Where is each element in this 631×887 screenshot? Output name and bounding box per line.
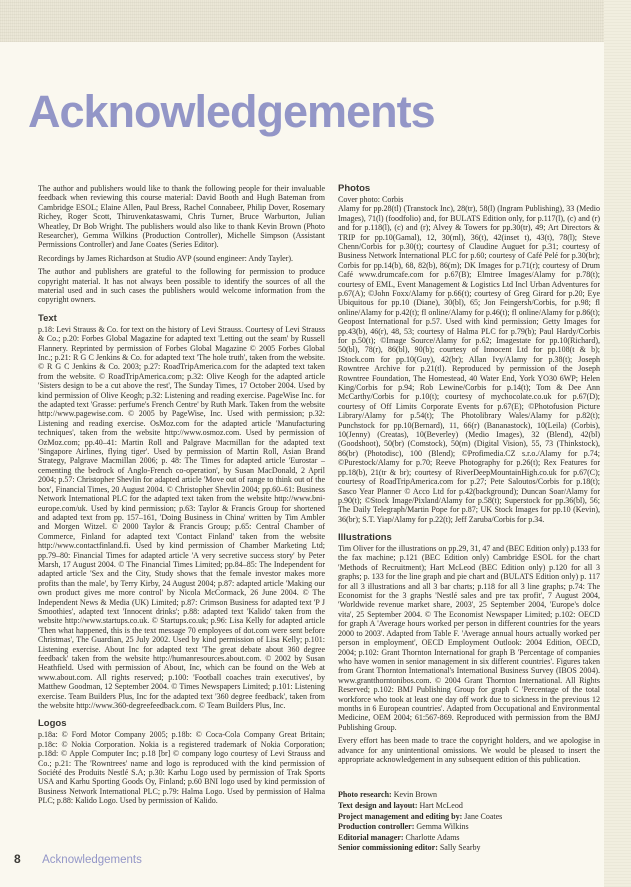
credit-value: Gemma Wilkins	[416, 822, 469, 832]
closing-note: Every effort has been made to trace the copyright holders, and we apologise in advance for any unintentional omissions. We would be pleased to insert the appropriate acknowledgement in any subsequent edition of this publication.	[338, 736, 600, 764]
page-right-edge	[604, 0, 631, 887]
credit-line-production-controller	[338, 822, 600, 833]
credit-value: Jane Coates	[464, 811, 503, 821]
credit-label: Editorial manager:	[338, 832, 404, 842]
illustrations-section-heading: Illustrations	[338, 532, 392, 544]
photos-section-heading: Photos	[338, 183, 371, 194]
credit-value: Kevin Brown	[393, 790, 438, 800]
credit-label: Project management and editing by:	[338, 811, 463, 821]
page-number: 8	[14, 852, 21, 866]
credit-value: Sally Searby	[439, 843, 481, 853]
credit-label: Production controller:	[338, 822, 415, 832]
credit-line-text-design	[338, 801, 600, 812]
credit-label: Text design and layout:	[338, 800, 418, 810]
page-top-edge	[0, 0, 631, 42]
text-section-heading: Text	[38, 312, 57, 324]
credit-value: Hart McLeod	[419, 800, 463, 810]
page-footer	[14, 850, 142, 868]
credit-line-editorial-manager	[338, 833, 600, 844]
logos-section-heading: Logos	[38, 718, 67, 730]
credit-line-senior-commissioning-editor	[338, 843, 600, 854]
logos-section-body: p.18a: © Ford Motor Company 2005; p.18b: © Coca-Cola Company Great Britain; p.18c: © Nokia Corporation. Nokia is a registered trademark of Nokia Corporation; p.18d: © Apple Computer Inc; p.18 [br] © company logo courtesy of Levi Strauss and Co.; p.21: The 'Rowntrees' name and logo is reproduced with the kind permission of Société des Produits Nestlé S.A; p.30: Karhu Logo used by permission of Trak Sports USA and Karhu Sporting Goods Oy, Finland; p.60 BNI logo used by kind permission of Business Network International PLC; p.79: Halma Logo. Used by permission of Halma PLC; p.88: Kalido Logo. Used by permission of Kalido.	[38, 730, 325, 806]
right-column	[338, 184, 600, 854]
credits-block	[338, 790, 600, 854]
credit-line-photo-research	[338, 790, 600, 801]
page-title: Acknowledgements	[28, 86, 435, 137]
left-column	[38, 184, 325, 810]
intro-paragraph-3: The author and publishers are grateful to the following for permission to produce copyright material. It has not always been possible to identify the sources of all the material used and in such cases the publishers would welcome information from the copyright owners.	[38, 267, 325, 305]
footer-section-label: Acknowledgements	[42, 854, 142, 866]
intro-paragraph-1: The author and publishers would like to thank the following people for their invaluable feedback when reviewing this course material: David Booth and Hugh Bateman from Cambridge ESOL; Elaine Allen, Paul Bress, Rachel Connabeer, Philip Dover, Rosemary Richey, Roger Scott, Thiruvenkataswami, Chris Turner, Bruce Warburton, Julian Wheatley, Dr Bob Wright. The publishers would also like to thank Kevin Brown (Photo Researcher), Gemma Wilkins (Production Controller), Michelle Simpson (Assistant Permissions Controller) and Jane Coates (Series Editor).	[38, 184, 325, 250]
credit-label: Photo research:	[338, 790, 392, 800]
text-section-body: p.18: Levi Strauss & Co. for text on the history of Levi Strauss. Courtesy of Levi Strauss & Co.; p.20: Forbes Global Magazine for adapted text 'Letting out the seam' by Russell Flannery. Reprinted by permission of Forbes Global Magazine © 2005 Forbes Global Inc.; p.21: R G C Jenkins & Co. for adapted text 'The hole truth', taken from the website. © R G C Jenkins & Co. 2003; p.27: RoadTripAmerica.com for the adapted text taken from the website. © RoadTripAmerica.com; p.32: Olive Keogh for the adapted article 'Sisters design to be a cut above the rest', The Sunday Times, 17 October 2004. Used by kind permission of Olive Keogh; p.32: Listening and reading exercise. PageWise Inc. for the adapted text 'Grasse: perfume's French Centre' by Ruth Mark. Taken from the website http://www.pagewise.com. © 2005 by PageWise, Inc. Used with permission; p.32: Listening and reading exercise. OsMoz.com for the adapted article 'Manufacturing techniques', taken from the website http://www.osmoz.com. Used by permission of OzMoz.com; pp.40–41: Martin Roll and Palgrave Macmillan for the adapted text 'Singapore Airlines, flying tiger'. Used by permission of Martin Roll, Asian Brand Strategy, Palgrave Macmillan 2006; p. 48: The Times for adapted article 'Eurostar – cementing the bedrock of Anglo-French co-operation', by Susan MacDonald, 2 April 2004; p.57: Christopher Shevlin for adapted article 'Move out of range to think out of the box', Financial Times, 20 August 2004. © Christopher Shevlin 2004; pp.60–61: Business Network International PLC for the adapted text taken from the website http://www.bni-europe.com/uk. Used by kind permission; p.63: Taylor & Francis Group for shortened and adapted text from pp. 157–161, 'Doing Business in China' written by Tim Ambler and Morgen Witzel. © 2000 Taylor & Francis Group; p.65: Central Chamber of Commerce, Finland for adapted text 'Contact Finland' taken from the website http://www.contactfinland.fi. Used by kind permission of Chamber Marketing Ltd; pp.79–80: Financial Times for adapted article 'A very secretive success story' by Peter Marsh, 17 August 2004. © The Financial Times Limited; pp.84–85: The Independent for adapted article 'Sex and the City, Study shows that the female investor makes more profits than the male', by Terry Kirby, 24 August 2004; p.87: adapted article 'Making our own product gives me more control' by Nicola McCormack, 26 June 2004. © The Independent News & Media (UK) Limited; p.87: Crimson Business for adapted text 'P J Smoothies', adapted text 'Innocent drinks'; p.88: adapted text 'Kalido' taken from the website http://www.startups.co.uk. © Startups.co.uk; p.96: Lisa Kelly for adapted article 'Then what happened, this is the text message 70 employees of dot.com were sent before Christmas', The Guardian, 25 July 2002. Used by kind permission of Lisa Kelly; p.101: Listening exercise. About Inc for adapted text 'The great debate about 360 degree feedback' taken from the website http://humanresources.about.com. © 2002 by Susan Heathfield. Used with permission of About, Inc, which can be found on the Web at www.about.com. All rights reserved; p.100: 'Football coaches train executives', by Matthew Goodman, 12 September 2004. © Times Newspapers Limited; p.101: Listening exercise. Team Builders Plus, Inc for the adapted text '360 degree feedback', taken from the website http://www.360-degreefeedback.com. © Team Builders Plus, Inc.	[38, 324, 325, 711]
intro-paragraph-2: Recordings by James Richardson at Studio AVP (sound engineer: Andy Tayler).	[38, 253, 294, 263]
credit-line-project-management	[338, 812, 600, 823]
photos-cover-line: Cover photo: Corbis	[338, 194, 404, 204]
credit-value: Charlotte Adams	[405, 832, 460, 842]
credit-label: Senior commissioning editor:	[338, 843, 438, 853]
photos-section-body: Alamy for pp.28(tl) (Transtock Inc), 28(tr), 58(l) (Ingram Publishing), 33 (Medio Images), 71(l) (foodfolio) and, for BULATS Edition only, for p.117(l), (c) and (r) and for p.118(l), (c) and (r); Alvey & Towers for pp.30(tr), 49; Art Directors & TRIP for pp.10(Gamal), 12, 30(ml), 36(t), 42(inset t), 43(t), 78(l); Steve Chenn/Corbis for p.30(t); courtesy of Claudine Auguet for p.31; courtesy of Business Network International PLC for p.60; courtesy of Café Pelé for p.30(br); Corbis for pp.14(b), 68, 82(b), 86(m); DK Images for p.71(r); courtesy of Drum Café www.drumcafe.com for p.67(B); Elmtree Images/Alamy for p.78(t); courtesy of EML, Event Management & Logistics Ltd Incl Urban Adventures for p.67(A); ©John Foxx/Alamy for p.66(t); courtesy of Greg Girard for p.20; Eye Ubiquitous for pp.10 (Diane), 30(bl), 65; Jon Feingersh/Corbis, for p.98; fl online/Alamy for p.42(t); fl online/Alamy for p.46(t); fl online/Alamy for p.86(t); Geopost International for p.57. Used with kind permission; Getty Images for pp.43(b), 46(r), 48, 53; courtesy of Halma PLC for p.79(b); Paul Hardy/Corbis for p.50(t); ©Image Source/Alamy for p.62; Imagestate for pp.10(Richard), 50(bl), 78(r), 86(bl), 90(b); courtesy of Innocent Ltd for pp.108(t & b); IStock.com for pp.10(Guy), 42(br); Allan Ivy/Alamy for p.38(t); Joseph Rowntree Archive for p.21(tl). Reproduced by permission of the Joseph Rowntree Foundation, The Homestead, 40 Water End, York YO30 6WP; Helen King/Corbis for p.94; Rob Lewine/Corbis for p.14(t); Tom & Dee Ann McCarthy/Corbis for p.10(t); courtesy of mychocolate.co.uk for p.67(D); courtesy of Off Limits Corporate Events for p.67(E); ©Photofusion Picture Library/Alamy for p.54(t); The Photolibrary Wales/Alamy for p.82(t); Punchstock for pp.10(Bernard), 11, 66(r) (Bananastock), 10(Leila) (Corbis), 10(Jenny) (Creatas), 10(Beverley) (Medio Images), 32 (Blend), 42(bl) (Goodshoot), 50(br) (Comstock), 50(m) (Digital Vision), 55, 73 (Thinkstock), 86(br) (Photodisc), 100 (Blend); ©Profimedia.CZ s.r.o./Alamy for p.74; ©Purestock/Alamy for p.70; Reeve Photography for p.26(t); Rex Features for pp.18(b), 21(tr & br); courtesy of RiverDeepMountainHigh.co.uk for p.67(C); courtesy of RoadTripAmerica.com for p.27; Pete Saloutos/Corbis for p.18(t); Sasco Year Planner © Acco Ltd for p.42(background); Duncan Soar/Alamy for p.90(t); ©Stock Image/Pixland/Alamy for p.58(t); Superstock for pp.36(bl), 56; The Daily Telegraph/Martin Pope for p.87; UK Stock Images for pp.10 (Kevin), 36(br); S.T. Yiap/Alamy for p.22(t); Jeff Zaruba/Corbis for p.34.	[338, 204, 600, 524]
illustrations-section-body: Tim Oliver for the illustrations on pp.29, 31, 47 and (BEC Edition only) p.133 for the fax machine; p.121 (BEC Edition only) Cambridge ESOL for the chart 'Methods of Recruitment); Hart McLeod (BEC Edition only) p.120 for all 3 graphs; p. 133 for the line graph and pie chart and (BULATS Edition only) p. 117 for all 3 illustrations and all 3 bar charts; p.118 for all 3 line graphs; p.74: The Economist for the 3 graphs 'Nestlé sales and pre tax profit', 7 August 2004, 'Worldwide revenue market share, 2003', 25 September 2004, 'Europe's dolce vita', 25 September 2004. © The Economist Newspaper Limited; p.102: OECD for graph A 'Average hours worked per person in different countries for the years 2000 to 2003'. Adapted from Table F. 'Average annual hours actually worked per person in employment', OECD Employment Outlook: 2004 Edition, OECD, 2004; p.102: Grant Thornton International for graph B 'Percentage of companies who have women in senior management in six different countries'. Figures taken from Grant Thornton International's International Business Survey (IBOS 2004). www.grantthorntonibos.com. © 2004 Grant Thornton International. All Rights Reserved; p.102: BMJ Publishing Group for graph C 'Percentage of the total workforce who took at least one day off work due to sickness in the previous 12 months in 6 European countries'. Adapted from Occupational and Environmental Medicine, OEM 2004; 61:567-869. Reproduced with permission from the BMJ Publishing Group.	[338, 544, 600, 732]
